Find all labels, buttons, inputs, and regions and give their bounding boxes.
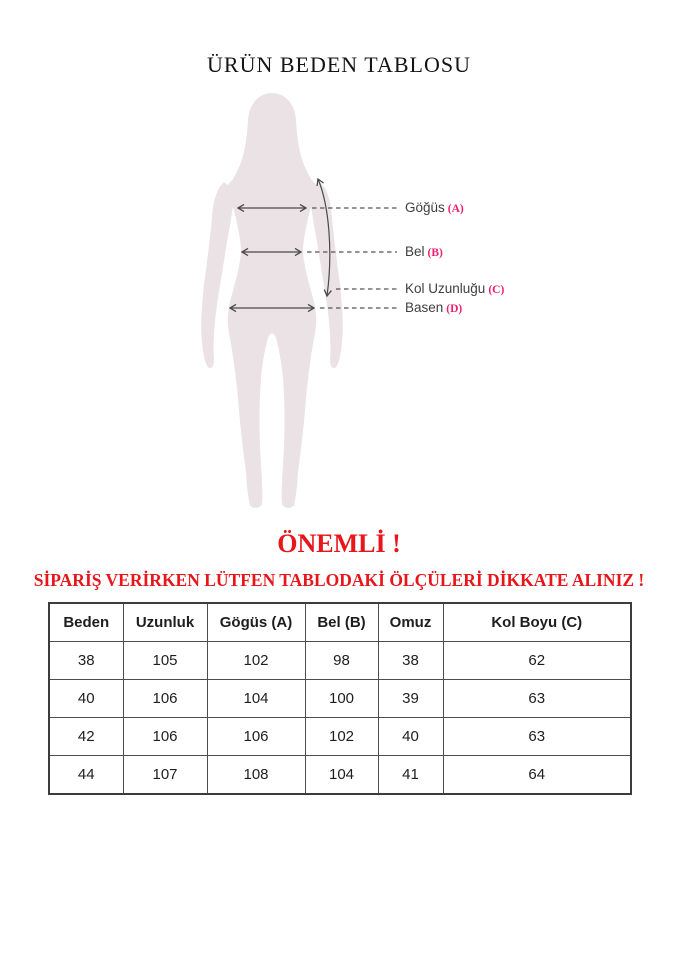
table-row	[49, 718, 631, 756]
sleeve-label-letter: (C)	[488, 284, 505, 296]
chest-label-letter: (A)	[447, 203, 464, 215]
table-row	[49, 680, 631, 718]
female-silhouette-head	[232, 93, 312, 182]
cell: 98	[305, 642, 378, 680]
hip-label-letter: (D)	[446, 303, 463, 315]
chest-label	[405, 200, 464, 216]
cell: 41	[378, 756, 443, 795]
cell: 42	[49, 718, 123, 756]
col-header-omuz: Omuz	[378, 603, 443, 642]
important-heading: ÖNEMLİ !	[277, 529, 401, 558]
cell: 38	[378, 642, 443, 680]
hip-label	[405, 300, 462, 316]
cell: 102	[207, 642, 305, 680]
cell: 63	[443, 680, 631, 718]
cell: 40	[378, 718, 443, 756]
cell: 106	[123, 680, 207, 718]
female-silhouette-body	[226, 168, 318, 508]
col-header-gogus: Gögüs (A)	[207, 603, 305, 642]
sleeve-label-text: Kol Uzunluğu	[405, 281, 486, 296]
cell: 108	[207, 756, 305, 795]
col-header-bel: Bel (B)	[305, 603, 378, 642]
cell: 38	[49, 642, 123, 680]
cell: 105	[123, 642, 207, 680]
cell: 44	[49, 756, 123, 795]
waist-label-text: Bel	[405, 244, 425, 259]
cell: 102	[305, 718, 378, 756]
chest-label-text: Göğüs	[405, 200, 445, 215]
hip-label-text: Basen	[405, 300, 444, 315]
cell: 40	[49, 680, 123, 718]
cell: 64	[443, 756, 631, 795]
cell: 106	[123, 718, 207, 756]
cell: 107	[123, 756, 207, 795]
waist-label	[405, 244, 443, 260]
cell: 106	[207, 718, 305, 756]
cell: 104	[207, 680, 305, 718]
waist-label-letter: (B)	[427, 247, 443, 259]
female-silhouette-left-arm	[201, 182, 233, 368]
size-table-header-row	[49, 603, 631, 642]
table-row	[49, 756, 631, 795]
cell: 100	[305, 680, 378, 718]
table-row	[49, 642, 631, 680]
sleeve-label	[405, 281, 504, 297]
cell: 39	[378, 680, 443, 718]
cell: 63	[443, 718, 631, 756]
size-table	[48, 602, 632, 795]
page-title: ÜRÜN BEDEN TABLOSU	[207, 52, 471, 77]
important-subheading: SİPARİŞ VERİRKEN LÜTFEN TABLODAKİ ÖLÇÜLERİ DİKKATE ALINIZ !	[33, 570, 645, 590]
cell: 104	[305, 756, 378, 795]
col-header-kol-boyu: Kol Boyu (C)	[443, 603, 631, 642]
body-measurement-diagram	[195, 85, 405, 515]
col-header-beden: Beden	[49, 603, 123, 642]
cell: 62	[443, 642, 631, 680]
col-header-uzunluk: Uzunluk	[123, 603, 207, 642]
